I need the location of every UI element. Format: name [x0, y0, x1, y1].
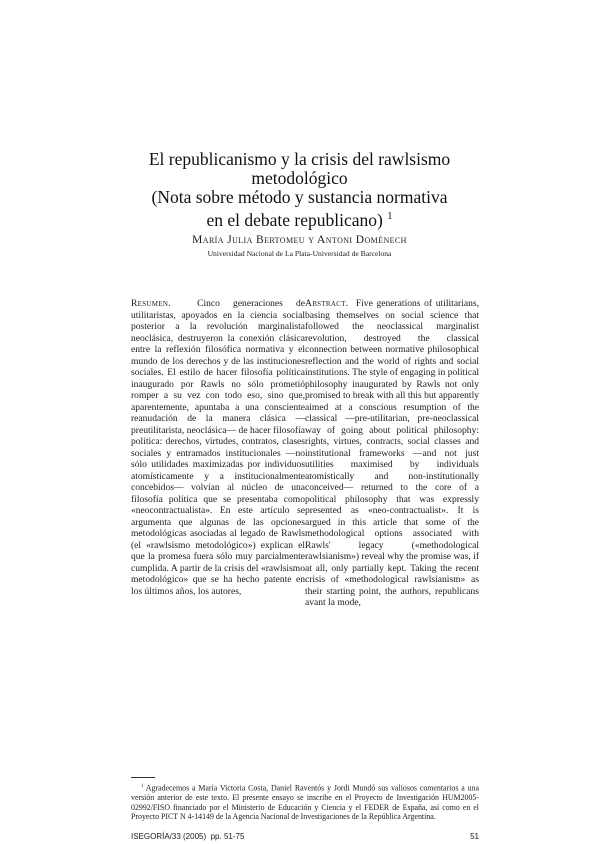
journal-citation	[131, 832, 244, 841]
author-affiliation: Universidad Nacional de La Plata-Universidad de Barcelona	[207, 249, 392, 258]
title-line-3: (Nota sobre método y sustancia normativa	[151, 187, 448, 207]
journal-name: ISEGORÍA/33 (2005)	[131, 832, 207, 841]
page-number: 51	[470, 832, 479, 841]
footnote-separator	[131, 777, 155, 778]
page-range: pp. 51-75	[210, 832, 245, 841]
footnote-text: Agradecemos a María Victoria Costa, Daniel Raventós y Jordi Mundó sus valiosos comentarios a una versión anterior de este texto. El presente ensayo se inscribe en el Proyecto de Investigación HUM2005-02992/FISO financiado por el Ministerio de Educación y Ciencia y el FEDER de España, así como en el Proyecto PICT N 4-14149 de la Agencia Nacional de Investigaciones de la República Argentina.	[131, 783, 479, 822]
abstract-paragraph	[305, 298, 479, 609]
title-line-1: El republicanismo y la crisis del rawlsismo	[148, 149, 451, 169]
footnote	[131, 782, 479, 822]
author-names: María Julia Bertomeu y Antoni Domènech	[192, 234, 407, 246]
title-line-2: metodológico	[251, 168, 348, 188]
title-line-4-text: en el debate republicano)	[206, 209, 383, 230]
abstract-column	[305, 298, 479, 609]
abstract-label: Abstract.	[305, 298, 349, 309]
resumen-text: Cinco generaciones de utilitaristas, apoyados en la ciencia social posterior a la revolución marginalista neoclásica, destruyeron la conexión clásica entre la reflexión filosófica normativa y el mundo de los derechos y de las instituciones sociales. El estilo de hacer filosofía política inaugurado por Rawls no sólo prometió romper a su vez con todo eso, sino que, aparentemente, apuntaba a una consciente reanudación de la manera clásica —preutilitarista, neoclásica— de hacer filosofía política: derechos, virtudes, contratos, clases sociales y entramados institucionales —no sólo utilidades maximizadas por individuos atomísticamente y a institucionalmente concebidos— volvían al núcleo de una filosofía política que se presentaba como «neocontractualista». En este artículo se argumenta que algunas de las opciones metodológicas asociadas al legado de Rawls (el «rawlsismo metodológico») explican el que la promesa fuera sólo muy parcialmente cumplida. A partir de la crisis del «rawlsismo metodológico» que se ha hecho patente en los últimos años, los autores,	[131, 298, 305, 597]
title-footnote-mark: 1	[387, 211, 393, 222]
footnote-mark: 1	[141, 784, 144, 789]
resumen-label: Resumen.	[131, 298, 171, 309]
title-line-4	[100, 207, 499, 230]
resumen-paragraph	[131, 298, 305, 597]
running-footer	[131, 832, 479, 841]
footnote-paragraph	[131, 782, 479, 822]
article-title	[100, 150, 499, 230]
abstract-text: Five generations of utilitarians, basing themselves on social science that followed the neoclassical marginalist revolution, destroyed the classical connection between normative philosophical reflection and the world of rights and social institutions. The style of engaging in political philosophy inaugurated by Rawls not only promised to break with all this but apparently aimed at a conscious resumption of the classical —pre-utilitarian, pre-neoclassical way of going about political philosophy: rights, virtues, contracts, social classes and institutional frameworks —and not just utilities maximised by individuals atomistically and non-institutionally conceived— returned to the core of a political philosophy that was expressly presented as «neo-contractualist». It is argued in this article that some of the methodological options associated with Rawls' legacy («methodological rawlsianism») reveal why the promise was, if at all, only partially kept. Taking the recent crisis of «methodological rawlsianism» as their starting point, the authors, republicans avant la mode,	[305, 298, 479, 608]
resumen-column	[131, 298, 305, 597]
